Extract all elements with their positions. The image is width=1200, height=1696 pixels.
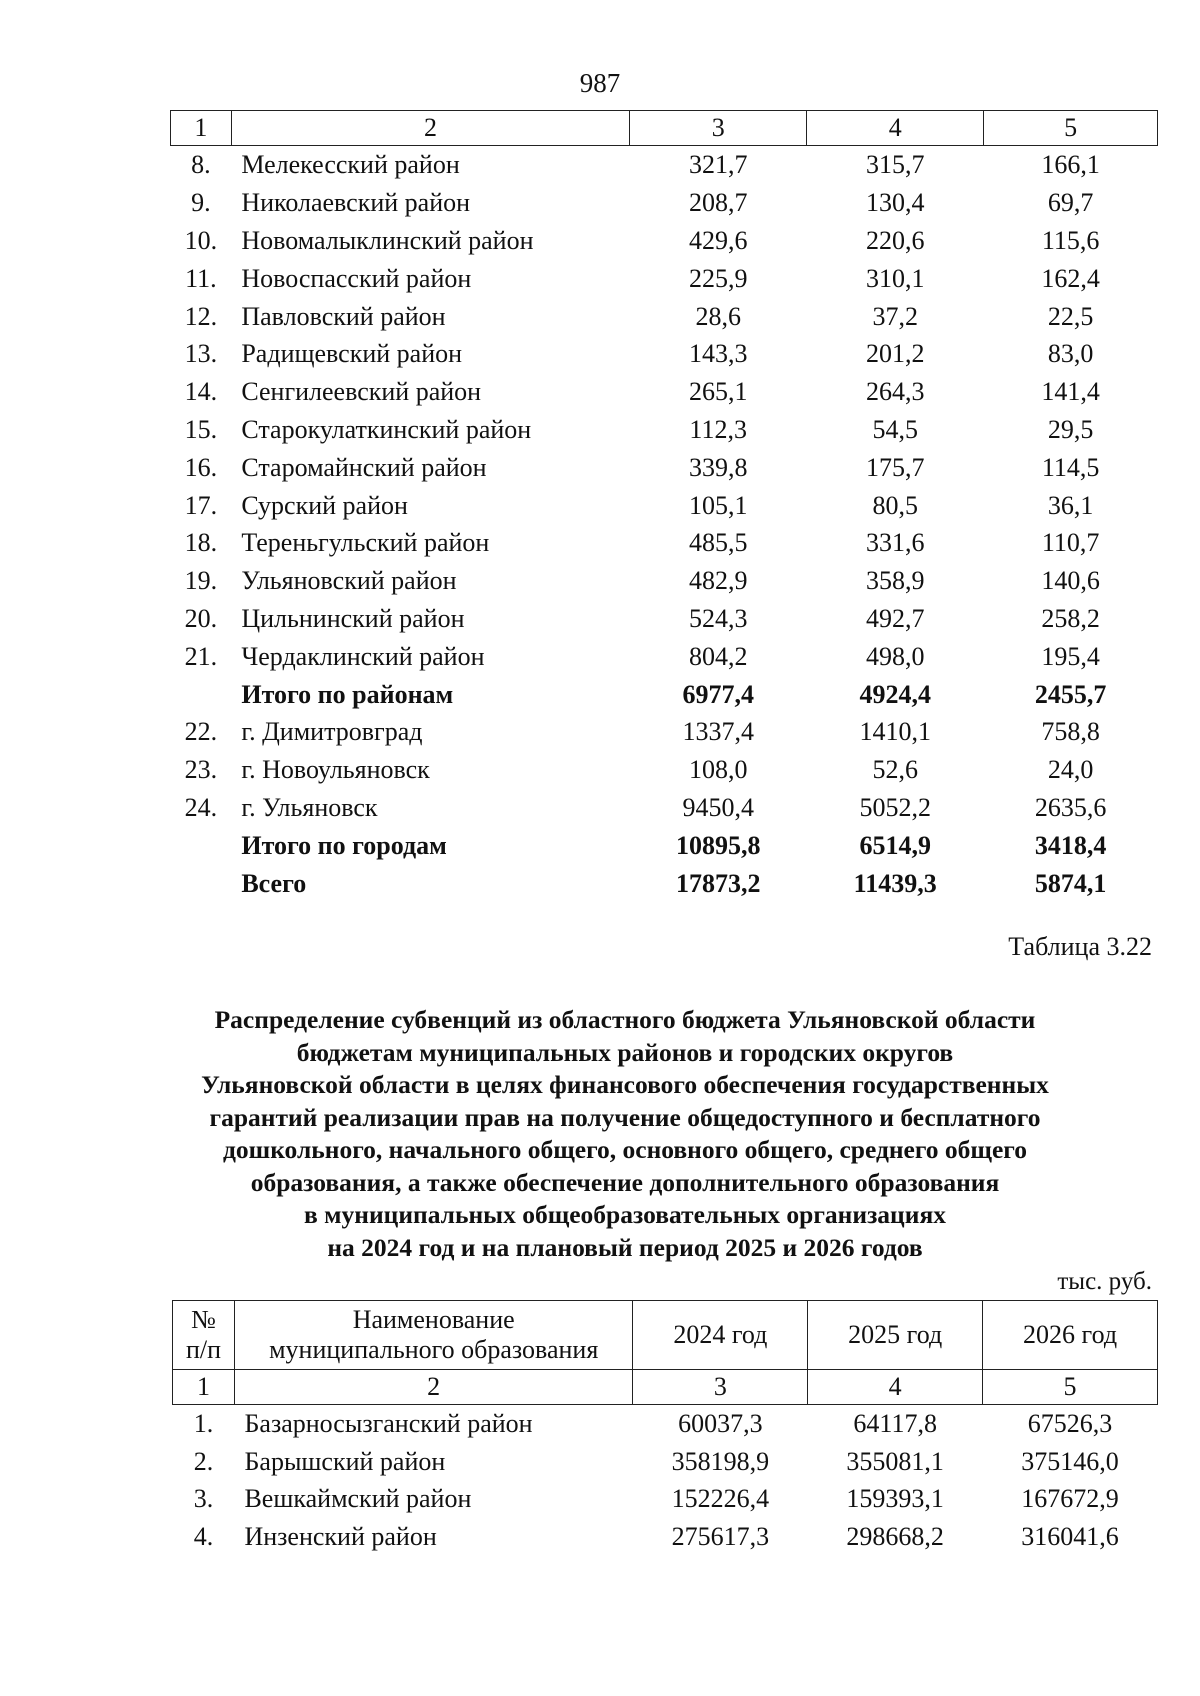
row-value: 5052,2: [859, 792, 931, 822]
row-name: г. Ульяновск: [241, 792, 378, 822]
header-num-line1: №: [191, 1305, 216, 1334]
table-row: [171, 826, 1158, 864]
row-number: 10.: [184, 225, 218, 255]
row-name: Новоспасский район: [241, 263, 472, 293]
title-line: Распределение субвенций из областного бюджета Ульяновской области: [214, 1005, 1036, 1034]
row-value: 275617,3: [671, 1521, 770, 1551]
row-value: 10895,8: [675, 830, 761, 860]
row-name: Мелекесский район: [241, 150, 460, 180]
table-row: [171, 789, 1158, 827]
column-number: 1: [171, 111, 232, 146]
header-row: [173, 1301, 1158, 1370]
table-row: [171, 864, 1158, 902]
title-line: на 2024 год и на плановый период 2025 и 2026 годов: [327, 1232, 923, 1262]
row-value: 67526,3: [1027, 1409, 1113, 1439]
row-name: Инзенский район: [244, 1521, 437, 1551]
row-value: 60037,3: [678, 1409, 763, 1439]
row-value: 208,7: [688, 188, 748, 218]
table-title: [120, 1004, 1130, 1264]
column-number: 5: [983, 1370, 1158, 1405]
column-number: 4: [807, 111, 984, 146]
row-number: 20.: [184, 603, 218, 633]
row-name: г. Димитровград: [241, 717, 423, 747]
row-number: 15.: [184, 414, 218, 444]
row-value: 258,2: [1041, 603, 1100, 633]
row-number: 18.: [184, 528, 218, 558]
row-value: 69,7: [1047, 188, 1094, 218]
row-name: Всего: [241, 868, 307, 898]
row-value: 375146,0: [1021, 1446, 1119, 1476]
column-number-row: [171, 111, 1158, 146]
title-line: в муниципальных общеобразовательных организациях: [303, 1200, 946, 1229]
row-value: 201,2: [865, 339, 925, 369]
row-name: Новомалыклинский район: [241, 225, 534, 255]
column-number-row: [173, 1370, 1158, 1405]
row-number: [171, 675, 232, 713]
table-row: [173, 1480, 1158, 1518]
row-name: Сенгилеевский район: [241, 377, 482, 407]
header-year-2025: 2025 год: [808, 1301, 983, 1370]
row-value: 52,6: [872, 755, 918, 785]
title-line: образования, а также обеспечение дополнительного образования: [250, 1167, 1000, 1197]
row-value: 152226,4: [671, 1484, 770, 1514]
table-row: [171, 562, 1158, 600]
row-value: 6514,9: [859, 830, 931, 860]
row-number: 1.: [193, 1409, 214, 1439]
table-row: [171, 184, 1158, 222]
row-value: 115,6: [1041, 225, 1100, 255]
row-number: 22.: [184, 717, 218, 747]
column-number: 5: [984, 111, 1158, 146]
row-value: 298668,2: [846, 1521, 944, 1551]
row-value: 24,0: [1047, 755, 1094, 785]
row-number: 14.: [184, 377, 218, 407]
row-number: 3.: [193, 1484, 214, 1514]
row-value: 1337,4: [682, 717, 754, 747]
header-year-2024: 2024 год: [633, 1301, 808, 1370]
row-number: 13.: [184, 339, 218, 369]
title-line: дошкольного, начального общего, основного общего, среднего общего: [223, 1135, 1027, 1164]
header-name: [234, 1301, 632, 1370]
row-value: 3418,4: [1034, 830, 1107, 860]
row-value: 429,6: [688, 225, 748, 255]
continued-table-body: [171, 146, 1158, 902]
row-value: 1410,1: [859, 717, 931, 747]
row-name: Радищевский район: [241, 339, 463, 369]
row-value: 482,9: [688, 566, 748, 596]
title-line: Ульяновской области в целях финансового обеспечения государственных: [201, 1070, 1049, 1099]
table-row: [171, 486, 1158, 524]
row-value: 339,8: [688, 452, 748, 482]
row-value: 9450,4: [682, 792, 754, 822]
row-number: 4.: [193, 1521, 214, 1551]
table-row: [171, 675, 1158, 713]
row-number: 19.: [184, 566, 218, 596]
row-number: 21.: [184, 641, 218, 671]
row-number: 2.: [193, 1446, 214, 1476]
table-row: [173, 1518, 1158, 1556]
row-value: 114,5: [1041, 452, 1100, 482]
row-name: Старомайнский район: [241, 452, 487, 482]
header-num-line2: п/п: [185, 1335, 222, 1364]
row-value: 355081,1: [846, 1446, 944, 1476]
row-number: 8.: [191, 150, 211, 180]
row-value: 804,2: [688, 641, 748, 671]
table-row: [171, 600, 1158, 638]
table-row: [171, 222, 1158, 260]
row-value: 758,8: [1041, 717, 1100, 747]
row-value: 112,3: [689, 414, 747, 444]
row-value: 28,6: [695, 301, 741, 331]
table-row: [171, 297, 1158, 335]
row-value: 54,5: [872, 414, 918, 444]
header-name-line1: Наименование: [352, 1305, 515, 1334]
row-value: 358198,9: [671, 1446, 770, 1476]
row-value: 83,0: [1047, 339, 1094, 369]
row-name: Барышский район: [244, 1446, 446, 1476]
row-value: 195,4: [1041, 641, 1100, 671]
column-number: 3: [633, 1370, 808, 1405]
row-name: Тереньгульский район: [241, 528, 490, 558]
row-value: 141,4: [1041, 377, 1100, 407]
row-name: Вешкаймский район: [244, 1484, 472, 1514]
row-value: 4924,4: [859, 679, 931, 709]
row-value: 17873,2: [675, 868, 761, 898]
row-number: 11.: [185, 263, 217, 293]
row-value: 11439,3: [853, 868, 937, 898]
row-value: 492,7: [865, 603, 925, 633]
table-row: [171, 448, 1158, 486]
table-row: [171, 637, 1158, 675]
row-number: [171, 826, 232, 864]
row-name: Сурский район: [241, 490, 408, 520]
row-name: Ульяновский район: [241, 566, 457, 596]
row-value: 166,1: [1041, 150, 1100, 180]
row-number: 9.: [191, 188, 211, 218]
table-row: [171, 373, 1158, 411]
row-value: 265,1: [688, 377, 748, 407]
row-number: 24.: [184, 792, 218, 822]
subvention-table: [172, 1300, 1158, 1555]
row-name: Николаевский район: [241, 188, 471, 218]
row-number: 17.: [184, 490, 218, 520]
row-value: 264,3: [865, 377, 925, 407]
row-name: Базарносызганский район: [244, 1409, 533, 1439]
units-label: тыс. руб.: [1057, 1268, 1152, 1295]
table-row: [171, 751, 1158, 789]
row-name: г. Новоульяновск: [241, 755, 430, 785]
row-value: 162,4: [1041, 263, 1100, 293]
column-number: 1: [173, 1370, 235, 1405]
row-value: 175,7: [865, 452, 925, 482]
row-value: 2455,7: [1034, 679, 1107, 709]
row-value: 130,4: [865, 188, 925, 218]
table-row: [171, 259, 1158, 297]
subvention-table-body: [173, 1405, 1158, 1556]
row-value: 6977,4: [682, 679, 754, 709]
table-row: [173, 1405, 1158, 1443]
row-name: Итого по городам: [241, 830, 447, 860]
row-value: 29,5: [1047, 414, 1094, 444]
row-value: 140,6: [1041, 566, 1100, 596]
row-value: 315,7: [865, 150, 925, 180]
row-name: Павловский район: [241, 301, 446, 331]
row-name: Чердаклинский район: [241, 641, 485, 671]
row-value: 64117,8: [853, 1409, 937, 1439]
row-value: 321,7: [688, 150, 748, 180]
continued-table: [170, 110, 1158, 902]
column-number: 2: [234, 1370, 632, 1405]
table-row: [171, 335, 1158, 373]
table-row: [171, 524, 1158, 562]
column-number: 4: [808, 1370, 983, 1405]
row-number: 16.: [184, 452, 218, 482]
row-name: Итого по районам: [241, 679, 454, 709]
column-number: 3: [630, 111, 807, 146]
row-value: 110,7: [1041, 528, 1100, 558]
header-name-line2: муниципального образования: [269, 1335, 599, 1364]
row-value: 2635,6: [1034, 792, 1107, 822]
row-value: 220,6: [865, 225, 925, 255]
row-value: 167672,9: [1021, 1484, 1119, 1514]
row-name: Цильнинский район: [241, 603, 465, 633]
row-name: Старокулаткинский район: [241, 414, 532, 444]
page-number: 987: [579, 68, 621, 98]
row-value: 5874,1: [1034, 868, 1107, 898]
row-value: 159393,1: [846, 1484, 944, 1514]
table-row: [173, 1443, 1158, 1481]
row-value: 225,9: [688, 263, 748, 293]
row-value: 331,6: [865, 528, 925, 558]
row-value: 22,5: [1047, 301, 1094, 331]
row-value: 498,0: [865, 641, 925, 671]
title-line: бюджетам муниципальных районов и городских округов: [296, 1037, 954, 1067]
column-number: 2: [231, 111, 629, 146]
table-row: [171, 146, 1158, 184]
row-value: 80,5: [872, 490, 918, 520]
row-value: 36,1: [1047, 490, 1094, 520]
row-value: 143,3: [688, 339, 748, 369]
header-year-2026: 2026 год: [983, 1301, 1158, 1370]
row-value: 108,0: [688, 755, 748, 785]
row-number: [171, 864, 232, 902]
row-value: 105,1: [688, 490, 748, 520]
table-row: [171, 411, 1158, 449]
row-value: 358,9: [865, 566, 925, 596]
row-value: 316041,6: [1021, 1521, 1119, 1551]
row-value: 37,2: [872, 301, 918, 331]
row-value: 524,3: [688, 603, 748, 633]
title-line: гарантий реализации прав на получение общедоступного и бесплатного: [209, 1102, 1041, 1132]
row-number: 23.: [184, 755, 218, 785]
row-value: 310,1: [865, 263, 925, 293]
table-caption: Таблица 3.22: [1008, 932, 1152, 961]
row-value: 485,5: [688, 528, 748, 558]
header-num: [173, 1301, 235, 1370]
row-number: 12.: [184, 301, 218, 331]
table-row: [171, 713, 1158, 751]
